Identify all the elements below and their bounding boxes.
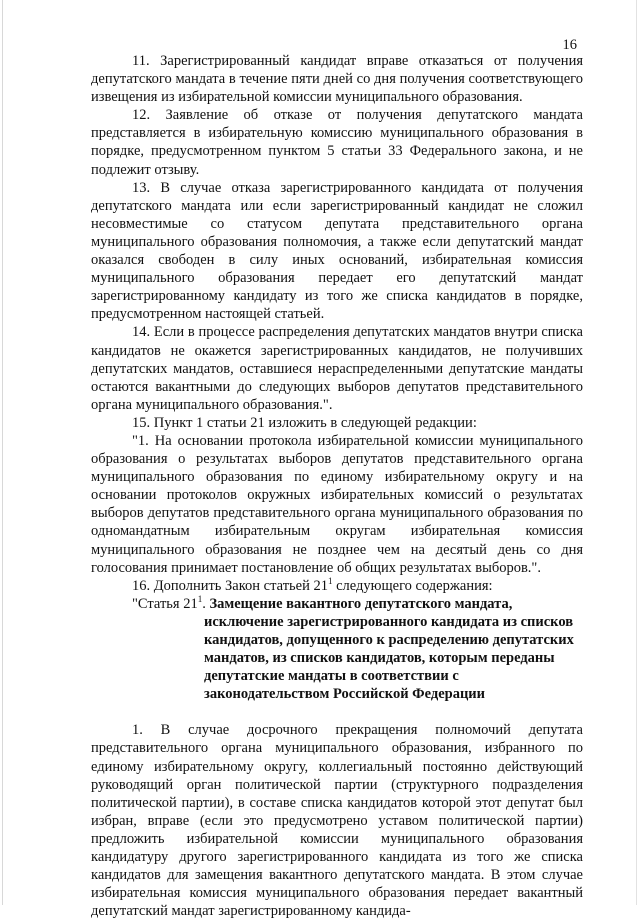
article-title-first-line: Замещение вакантного депутатского мандата, <box>209 595 513 612</box>
paragraph-16-tail: следующего содержания: <box>332 577 493 594</box>
paragraph-12: 12. Заявление об отказе от получения депутатского мандата представляется в избирательную комиссию муниципального образования в порядке, предусмотренном пунктом 5 статьи 33 Федерального закона, и не подлежит отзыву. <box>91 107 583 178</box>
article-paragraph-1: 1. В случае досрочного прекращения полномочий депутата представительного органа муниципального образования, избранного по единому избирательному округу, коллегиальный постоянно действующий руководящий орган политической партии (структурного подразделения политической партии), в составе списка кандидатов которой этот депутат был избран, вправе (если это предусмотрено уставом политической партии) предложить избирательной комиссии муниципального образования кандидатуру другого зарегистрированного кандидата из того же списка кандидатов для замещения вакантного депутатского мандата. В этом случае избирательная комиссия муниципального образования передает вакантный депутатский мандат зарегистрированному кандида- <box>91 722 583 920</box>
paragraph-13: 13. В случае отказа зарегистрированного кандидата от получения депутатского мандата или если зарегистрированный кандидат не сложил несовместимые со статусом депутата представительного органа муниципального образования полномочия, а также если депутатский мандат оказался свободен в силу иных оснований, избирательная комиссия муниципального образования передает его депутатский мандат зарегистрированному кандидату из того же списка кандидатов в порядке, предусмотренном настоящей статьей. <box>91 179 583 323</box>
article-label-text: "Статья 21 <box>132 595 198 612</box>
paragraph-15: 15. Пункт 1 статьи 21 изложить в следующей редакции: <box>132 414 477 431</box>
paragraph-16-superscript: 1 <box>327 575 333 586</box>
paragraph-14: 14. Если в процессе распределения депутатских мандатов внутри списка кандидатов не окажется зарегистрированных кандидатов, не получивших депутатских мандатов, оставшиеся нераспределенными депутатские мандаты остаются вакантными до следующих выборов депутатов представительного органа муниципального образования.". <box>91 324 583 413</box>
section-spacer <box>91 703 583 721</box>
article-label-tail: . <box>202 595 210 612</box>
article-label-superscript: 1 <box>197 593 203 604</box>
document-body <box>91 52 583 920</box>
page-edge-left <box>2 0 3 905</box>
page-number: 16 <box>562 37 577 53</box>
article-title: исключение зарегистрированного кандидата из списков кандидатов, допущенного к распределению депутатских мандатов, из списков кандидатов, которым переданы депутатские мандаты в соответствии с законодательством Российской Федерации <box>204 613 574 703</box>
paragraph-11: 11. Зарегистрированный кандидат вправе отказаться от получения депутатского мандата в течение пяти дней со дня получения соответствующего извещения из избирательной комиссии муниципального образования. <box>91 53 583 106</box>
article-heading <box>91 595 583 704</box>
paragraph-15-quote: "1. На основании протокола избирательной комиссии муниципального образования о результатах выборов депутатов представительного органа муниципального образования по единому избирательному округу и на основании протоколов окружных избирательных комиссий о результатах выборов депутатов представительного органа муниципального образования по одномандатным избирательным округам избирательная комиссия муниципального образования не позднее чем на десятый день со дня голосования принимает постановление об общих результатах выборов.". <box>91 432 583 576</box>
article-label <box>132 593 210 612</box>
page-edge-right <box>636 0 637 905</box>
paragraph-16-text: 16. Дополнить Закон статьей 21 <box>132 577 328 594</box>
paragraph-16 <box>91 577 583 595</box>
